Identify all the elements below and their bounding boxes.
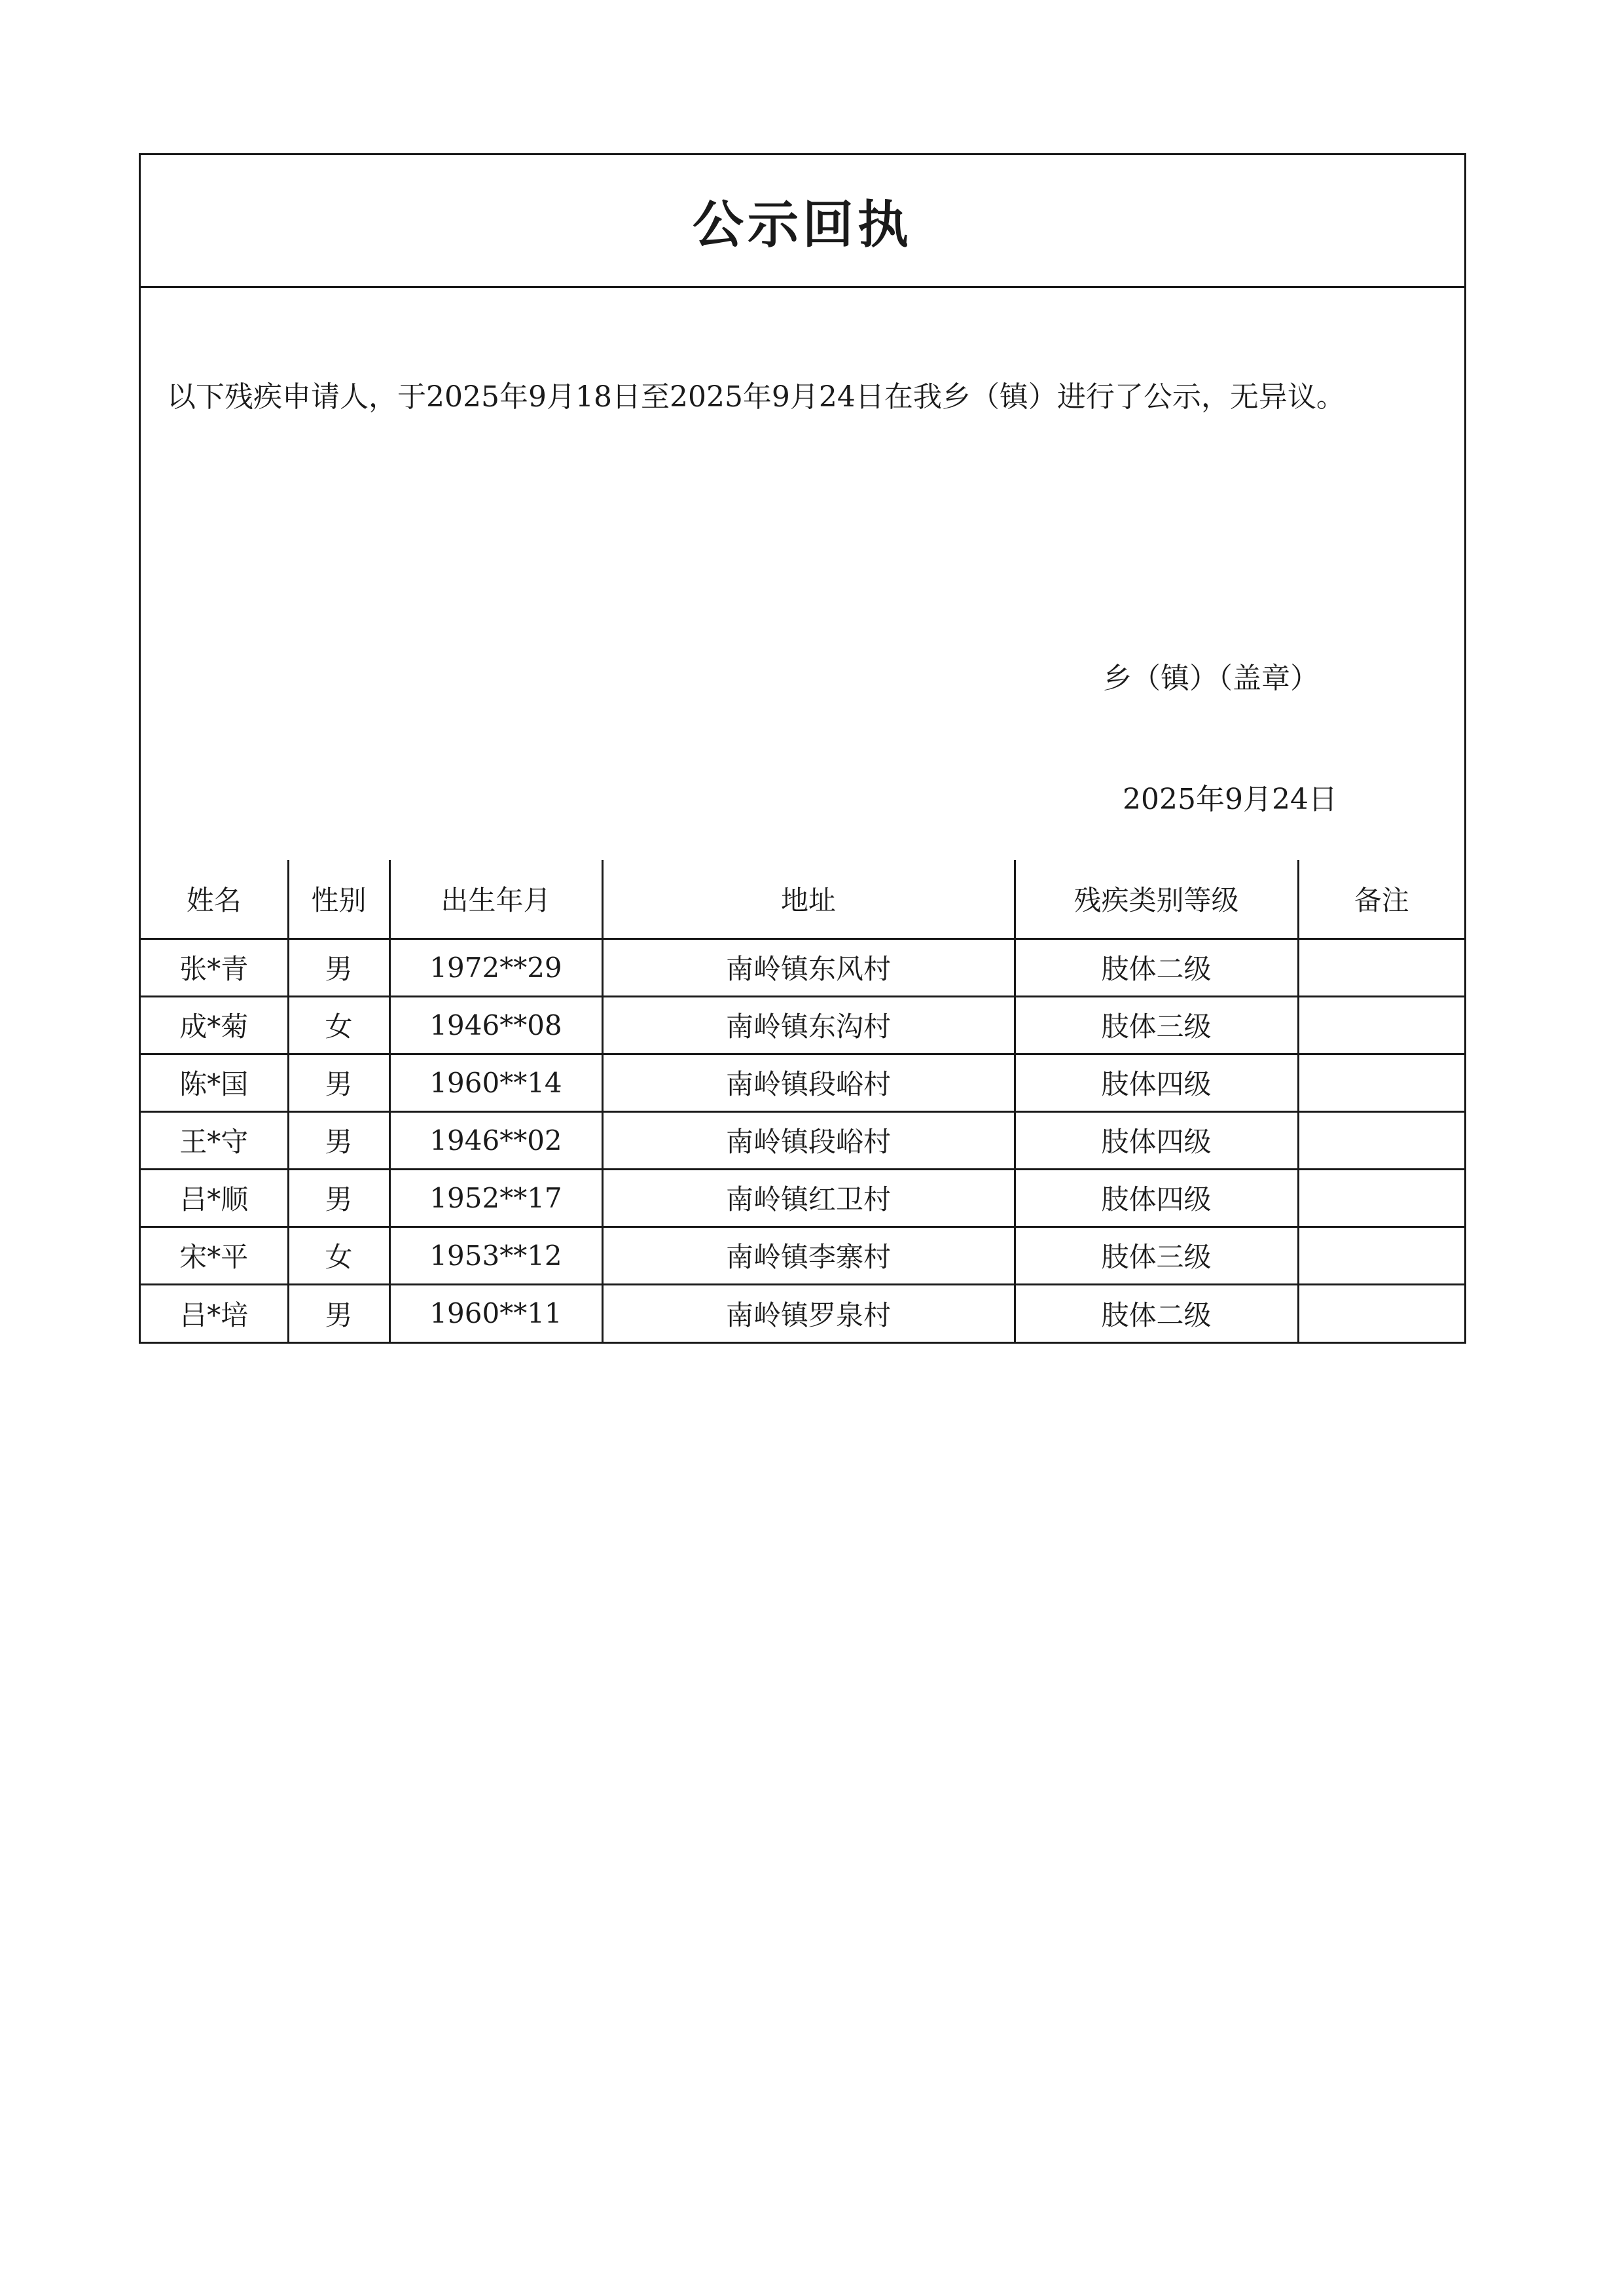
notice-area [141, 288, 1464, 860]
cell-name: 王*守 [141, 1111, 288, 1169]
cell-gender: 男 [288, 1169, 389, 1227]
cell-name: 成*菊 [141, 996, 288, 1054]
table-row [141, 1284, 1464, 1342]
table-header-row [141, 860, 1464, 939]
cell-name: 吕*培 [141, 1284, 288, 1342]
header-gender: 性别 [288, 860, 389, 939]
signing-date: 2025年9月24日 [1123, 783, 1337, 816]
cell-name: 宋*平 [141, 1227, 288, 1284]
table-row [141, 1227, 1464, 1284]
cell-remarks [1298, 1054, 1464, 1111]
cell-gender: 女 [288, 1227, 389, 1284]
cell-remarks [1298, 1284, 1464, 1342]
table-row [141, 1111, 1464, 1169]
cell-address: 南岭镇段峪村 [602, 1111, 1015, 1169]
cell-name: 张*青 [141, 939, 288, 996]
header-name: 姓名 [141, 860, 288, 939]
cell-address: 南岭镇李寨村 [602, 1227, 1015, 1284]
cell-address: 南岭镇东沟村 [602, 996, 1015, 1054]
cell-remarks [1298, 996, 1464, 1054]
cell-remarks [1298, 1169, 1464, 1227]
header-birth: 出生年月 [389, 860, 602, 939]
cell-gender: 男 [288, 1111, 389, 1169]
notice-statement: 以下残疾申请人，于2025年9月18日至2025年9月24日在我乡（镇）进行了公示，无异议。 [167, 380, 1345, 414]
cell-remarks [1298, 1227, 1464, 1284]
cell-disability-grade: 肢体四级 [1015, 1054, 1298, 1111]
cell-birth: 1946**08 [389, 996, 602, 1054]
cell-gender: 男 [288, 1284, 389, 1342]
cell-disability-grade: 肢体二级 [1015, 939, 1298, 996]
table-row [141, 1169, 1464, 1227]
table-row [141, 996, 1464, 1054]
seal-label: 乡（镇）（盖章） [1103, 662, 1319, 695]
receipt-form [139, 153, 1466, 1344]
cell-name: 陈*国 [141, 1054, 288, 1111]
cell-birth: 1953**12 [389, 1227, 602, 1284]
cell-gender: 男 [288, 939, 389, 996]
cell-remarks [1298, 1111, 1464, 1169]
document-title: 公示回执 [692, 196, 912, 255]
table-row [141, 1054, 1464, 1111]
title-row [141, 155, 1464, 288]
cell-address: 南岭镇红卫村 [602, 1169, 1015, 1227]
cell-address: 南岭镇罗泉村 [602, 1284, 1015, 1342]
applicant-table [141, 860, 1464, 1342]
header-disability-grade: 残疾类别等级 [1015, 860, 1298, 939]
table-row [141, 939, 1464, 996]
cell-name: 吕*顺 [141, 1169, 288, 1227]
cell-disability-grade: 肢体四级 [1015, 1111, 1298, 1169]
cell-birth: 1960**14 [389, 1054, 602, 1111]
header-address: 地址 [602, 860, 1015, 939]
cell-disability-grade: 肢体四级 [1015, 1169, 1298, 1227]
cell-birth: 1946**02 [389, 1111, 602, 1169]
cell-birth: 1960**11 [389, 1284, 602, 1342]
cell-disability-grade: 肢体三级 [1015, 996, 1298, 1054]
cell-birth: 1972**29 [389, 939, 602, 996]
cell-gender: 男 [288, 1054, 389, 1111]
cell-gender: 女 [288, 996, 389, 1054]
header-remarks: 备注 [1298, 860, 1464, 939]
cell-disability-grade: 肢体二级 [1015, 1284, 1298, 1342]
cell-address: 南岭镇段峪村 [602, 1054, 1015, 1111]
cell-address: 南岭镇东风村 [602, 939, 1015, 996]
cell-remarks [1298, 939, 1464, 996]
cell-disability-grade: 肢体三级 [1015, 1227, 1298, 1284]
cell-birth: 1952**17 [389, 1169, 602, 1227]
